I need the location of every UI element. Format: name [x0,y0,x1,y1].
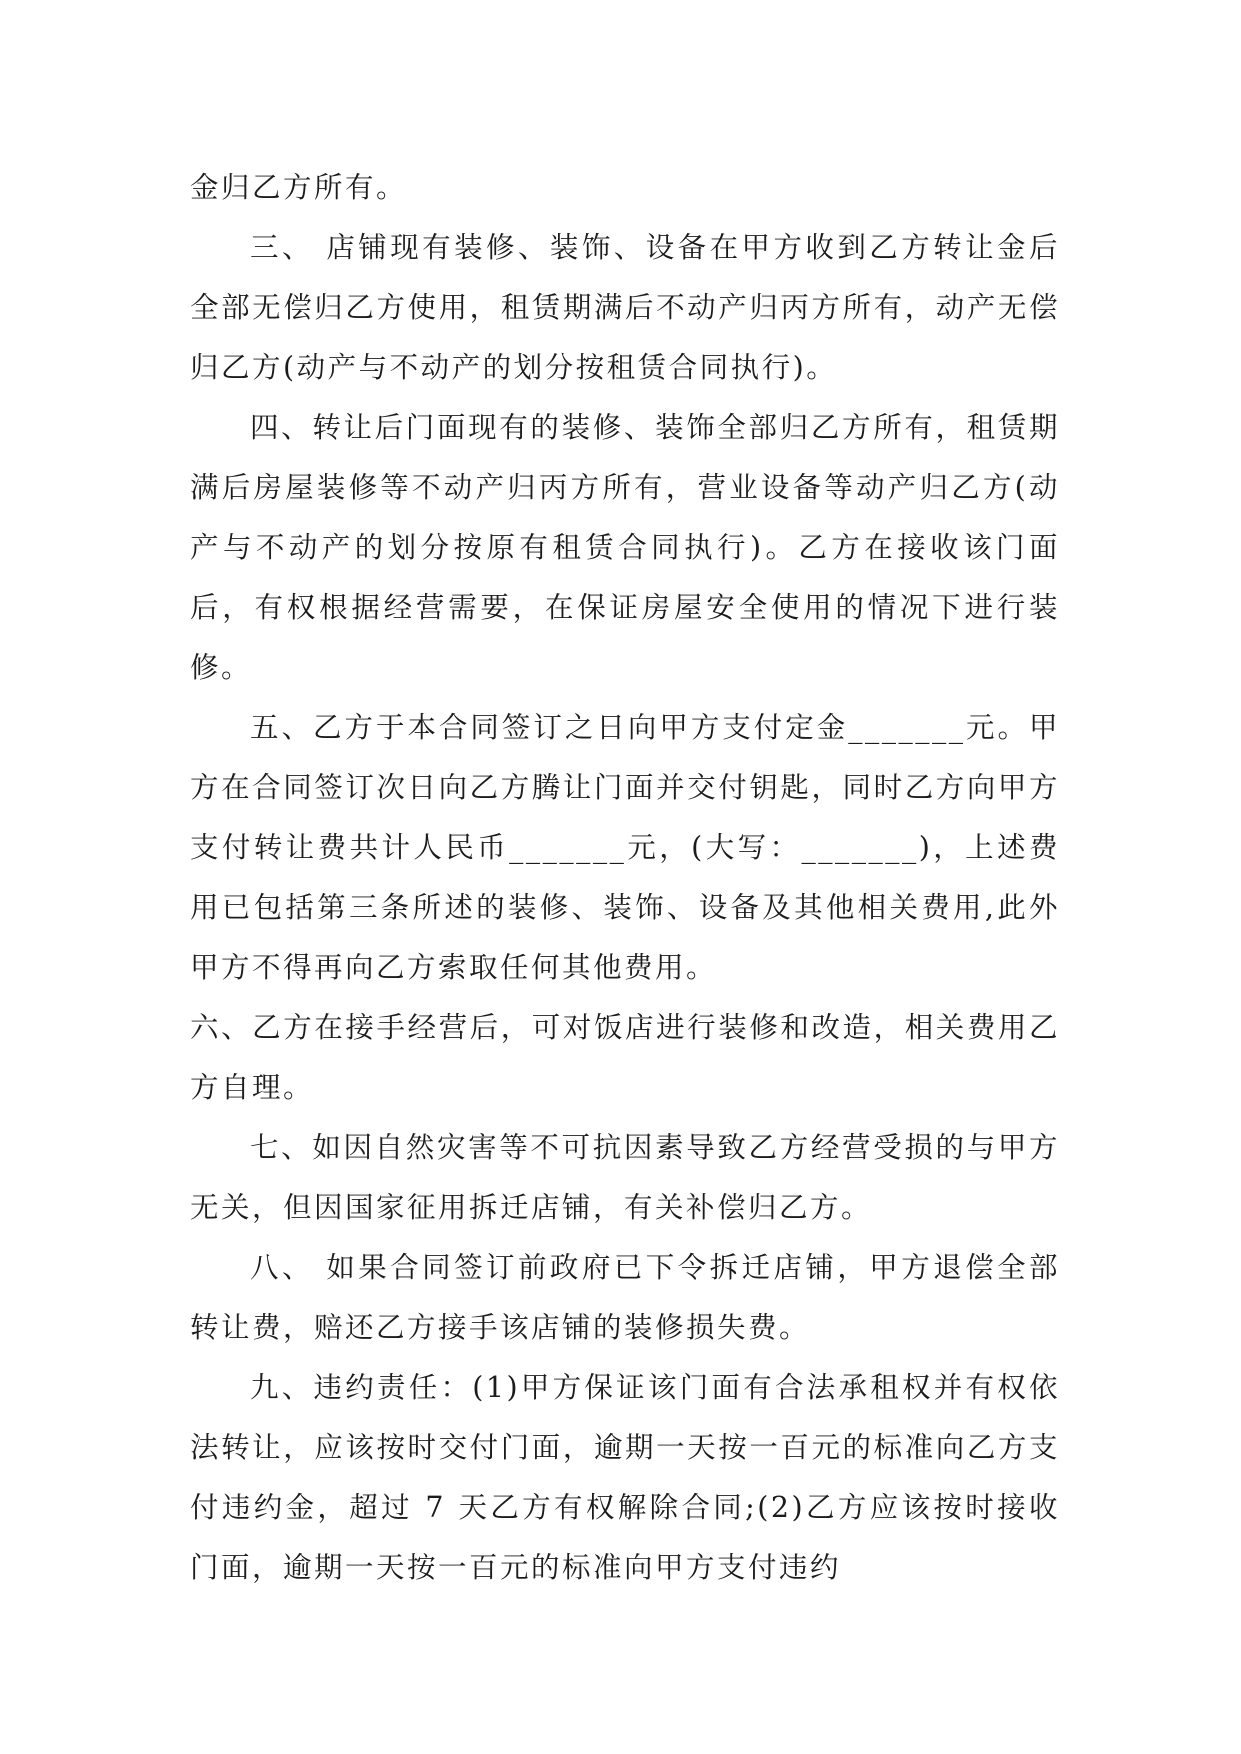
paragraph-clause-6: 六、乙方在接手经营后，可对饭店进行装修和改造，相关费用乙方自理。 [190,1011,1060,1104]
paragraph-clause-9: 九、违约责任：(1)甲方保证该门面有合法承租权并有权依法转让，应该按时交付门面，逾期一天按一百元的标准向乙方支付违约金，超过 7 天乙方有权解除合同;(2)乙方应该按时接收门面，逾期一天按一百元的标准向甲方支付违约 [190,1371,1060,1584]
document-body [190,158,1060,1598]
paragraph-clause-7: 七、如因自然灾害等不可抗因素导致乙方经营受损的与甲方无关，但因国家征用拆迁店铺，有关补偿归乙方。 [190,1131,1060,1224]
paragraph-continuation: 金归乙方所有。 [190,171,408,204]
paragraph-clause-4: 四、转让后门面现有的装修、装饰全部归乙方所有，租赁期满后房屋装修等不动产归丙方所有，营业设备等动产归乙方(动产与不动产的划分按原有租赁合同执行)。乙方在接收该门面后，有权根据经营需要，在保证房屋安全使用的情况下进行装修。 [190,411,1060,684]
paragraph-clause-3: 三、 店铺现有装修、装饰、设备在甲方收到乙方转让金后全部无偿归乙方使用，租赁期满后不动产归丙方所有，动产无偿归乙方(动产与不动产的划分按租赁合同执行)。 [190,231,1060,384]
paragraph-clause-8: 八、 如果合同签订前政府已下令拆迁店铺，甲方退偿全部转让费，赔还乙方接手该店铺的装修损失费。 [190,1251,1060,1344]
paragraph-clause-5: 五、乙方于本合同签订之日向甲方支付定金_______元。甲方在合同签订次日向乙方腾让门面并交付钥匙，同时乙方向甲方支付转让费共计人民币_______元，(大写：_______)，上述费用已包括第三条所述的装修、装饰、设备及其他相关费用,此外甲方不得再向乙方索取任何其他费用。 [190,711,1060,984]
